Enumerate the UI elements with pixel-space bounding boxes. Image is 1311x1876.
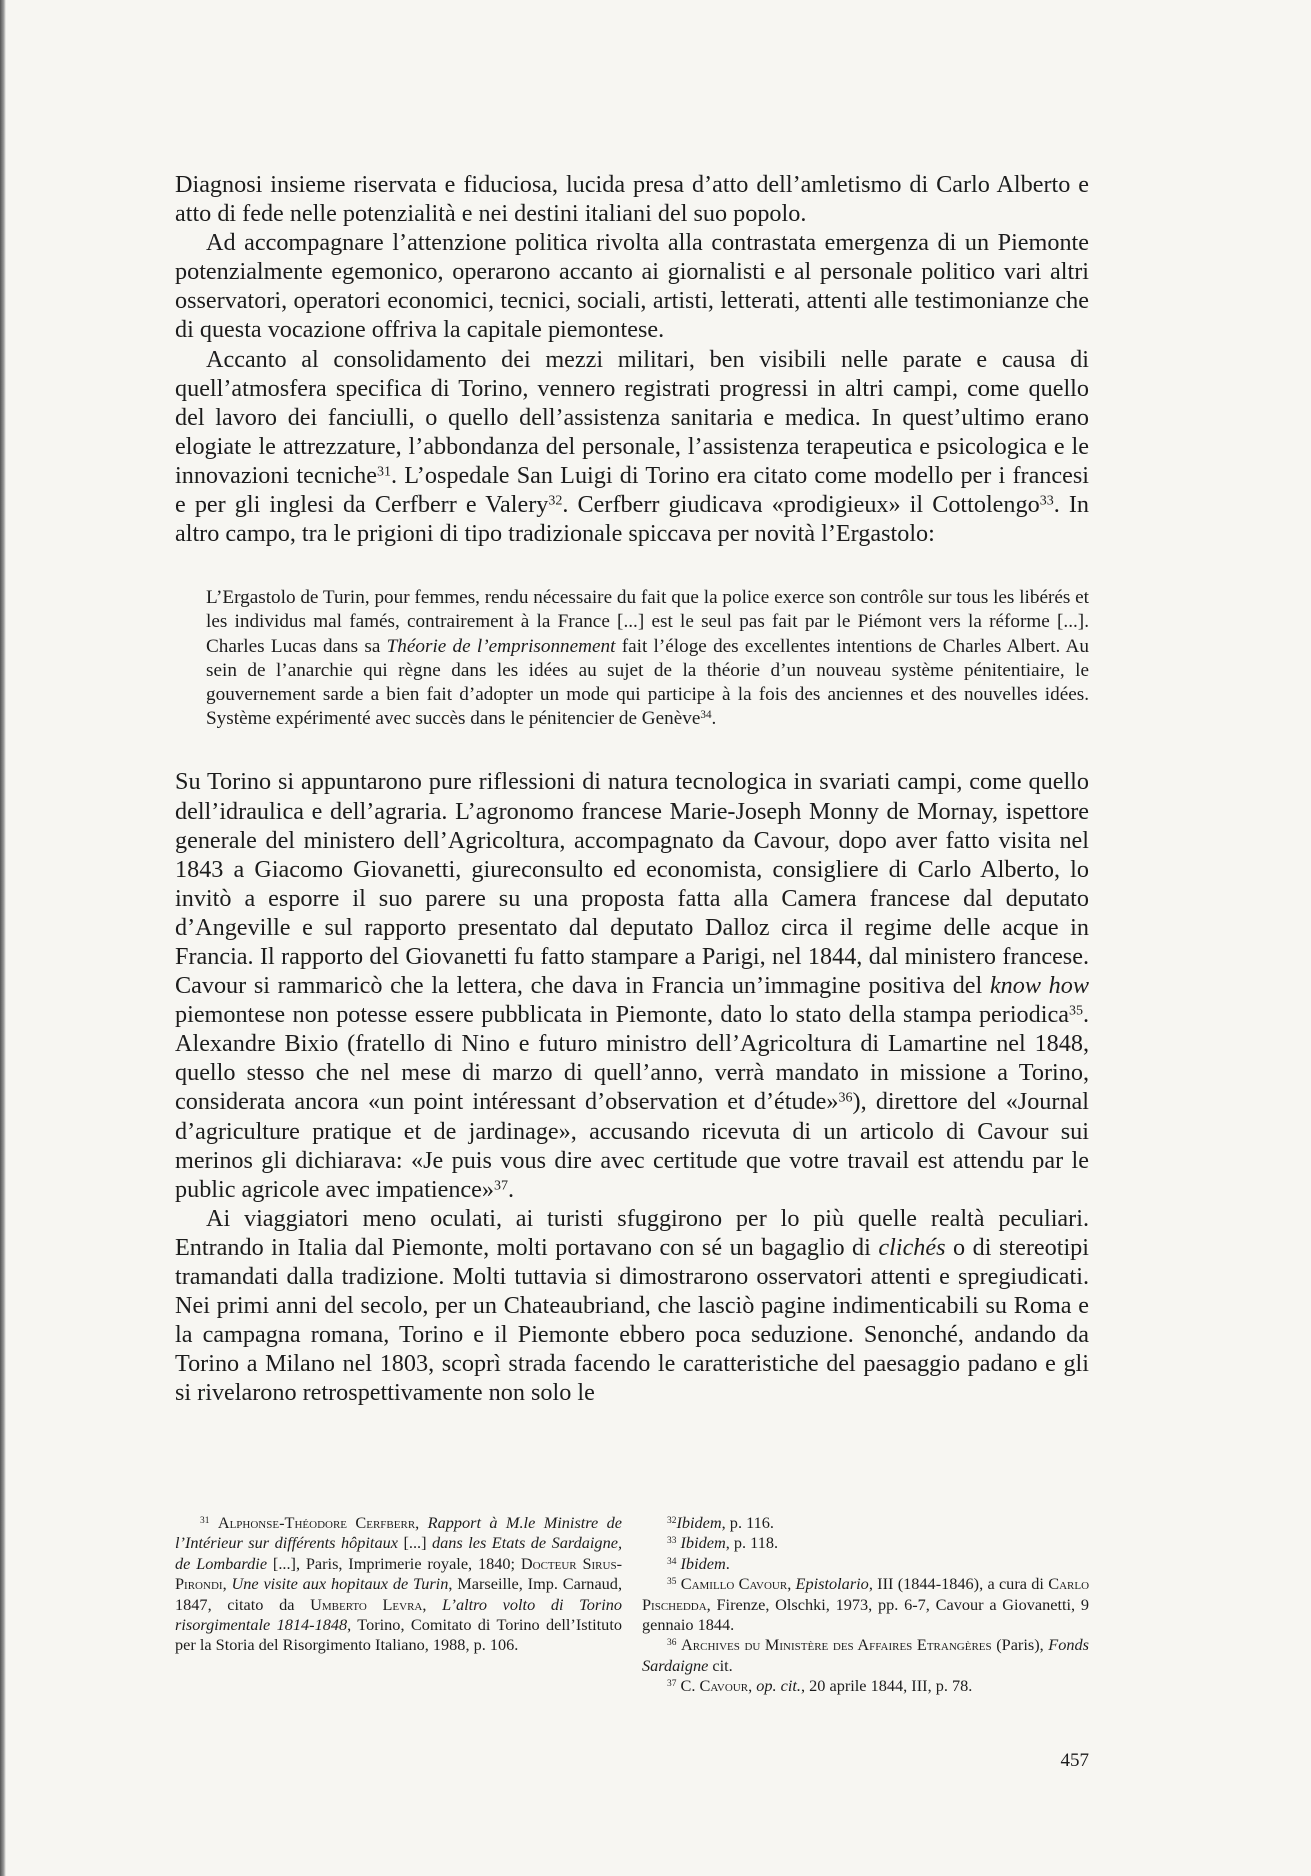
footnotes-right-column — [642, 1513, 1089, 1697]
footnote-33: $^{33}$ Ibidem, p. 118. — [667, 1533, 779, 1553]
block-quote: L’Ergastolo de Turin, pour femmes, rendu nécessaire du fait que la police exerce son contrôle sur tous les libérés et les individus mal famés, contrairement à la France [...] est le seul pas fait par le Piémont vers la réforme [...]. Charles Lucas dans sa Théorie de l’emprisonnement fait l’éloge des excellentes intentions de Charles Albert. Au sein de l’anarchie qui règne dans les idées au sujet de la théorie d’un nouveau système pénitentiaire, le gouvernement sarde a bien fait d’adopter un mode qui participe à la fois des anciennes et des nouvelles idées. Système expérimenté avec succès dans le pénitencier de Genève$^{34}$. — [206, 587, 1089, 730]
paragraph-2: Ad accompagnare l’attenzione politica rivolta alla contrastata emergenza di un Piemonte potenzialmente egemonico, operarono accanto ai giornalisti e al personale politico vari altri osservatori, operatori economici, tecnici, sociali, artisti, letterati, attenti alle testimonianze che di questa vocazione offriva la capitale piemontese. — [175, 229, 1089, 344]
footnote-34: $^{34}$ Ibidem. — [667, 1553, 730, 1573]
page-content — [175, 170, 1089, 1408]
footnote-36: $^{36}$ Archives du Ministère des Affaires Etrangères (Paris), Fonds Sardaigne cit. — [642, 1635, 1089, 1675]
footnote-ref-36: 36 — [838, 1089, 853, 1106]
page-number: 457 — [1060, 1750, 1089, 1771]
footnote-ref-33: 33 — [1039, 492, 1054, 509]
main-text — [175, 170, 1089, 548]
footnote-37: $^{37}$ C. Cavour, op. cit., 20 aprile 1844, III, p. 78. — [667, 1676, 973, 1696]
footnotes — [175, 1513, 1089, 1697]
footnote-ref-35: 35 — [1068, 1002, 1083, 1019]
footnote-31: $^{31}$ Alphonse-Théodore Cerfberr, Rapport à M.le Ministre de l’Intérieur sur différents hôpitaux [...] dans les Etats de Sardaigne, de Lombardie [...], Paris, Imprimerie royale, 1840; Docteur Sirus-Pirondi, Une visite aux hopitaux de Turin, Marseille, Imp. Carnaud, 1847, citato da Umberto Levra, L’altro volto di Torino risorgimentale 1814-1848, Torino, Comitato di Torino dell’Istituto per la Storia del Risorgimento Italiano, 1988, p. 106. — [175, 1513, 623, 1655]
footnotes-left-column — [175, 1513, 622, 1697]
paragraph-4: Su Torino si appuntarono pure riflessioni di natura tecnologica in svariati campi, come quello dell’idraulica e dell’agraria. L’agronomo francese Marie-Joseph Monny de Mornay, ispettore generale del ministero dell’Agricoltura, accompagnato da Cavour, dopo aver fatto visita nel 1843 a Giacomo Giovanetti, giureconsulto ed economista, consigliere di Carlo Alberto, lo invitò a esporre il suo parere su una proposta fatta alla Camera francese dal deputato d’Angeville e sul rapporto presentato dal deputato Dalloz circa il regime delle acque in Francia. Il rapporto del Giovanetti fu fatto stampare a Parigi, nel 1844, dal ministero francese. Cavour si rammaricò che la lettera, che dava in Francia un’immagine positiva del know how piemontese non potesse essere pubblicata in Piemonte, dato lo stato della stampa periodica$^{35}$. Alexandre Bixio (fratello di Nino e futuro ministro dell’Agricoltura di Lamartine nel 1848, quello stesso che nel mese di marzo di quell’anno, verrà mandato in missione a Torino, considerata ancora «un point intéressant d’observation et d’étude»$^{36}$), direttore del «Journal d’agriculture pratique et de jardinage», accusando ricevuta di un articolo di Cavour sui merinos gli dichiarava: «Je puis vous dire avec certitude que votre travail est attendu par le public agricole avec impatience»$^{37}$. — [175, 768, 1089, 1203]
paragraph-3: Accanto al consolidamento dei mezzi militari, ben visibili nelle parate e causa di quell’atmosfera specifica di Torino, vennero registrati progressi in altri campi, come quello del lavoro dei fanciulli, o quello dell’assistenza sanitaria e medica. In quest’ultimo erano elogiate le attrezzature, l’abbondanza del personale, l’assistenza terapeutica e psicologica e le innovazioni tecniche$^{31}$. L’ospedale San Luigi di Torino era citato come modello per i francesi e per gli inglesi da Cerfberr e Valery$^{32}$. Cerfberr giudicava «prodigieux» il Cottolengo$^{33}$. In altro campo, tra le prigioni di tipo tradizionale spiccava per novità l’Ergastolo: — [175, 345, 1090, 548]
footnote-32: $^{32}$Ibidem, p. 116. — [667, 1513, 774, 1532]
paragraph-5: Ai viaggiatori meno oculati, ai turisti sfuggirono per lo più quelle realtà peculiari. Entrando in Italia dal Piemonte, molti portavano con sé un bagaglio di clichés o di stereotipi tramandati dalla tradizione. Molti tuttavia si dimostrarono osservatori attenti e spregiudicati. Nei primi anni del secolo, per un Chateaubriand, che lasciò pagine indimenticabili su Roma e la campagna romana, Torino e il Piemonte ebbero poca seduzione. Senonché, andando da Torino a Milano nel 1803, scoprì strada facendo le caratteristiche del paesaggio padano e gli si rivelarono retrospettivamente non solo le — [175, 1204, 1089, 1407]
main-text-continued — [175, 767, 1089, 1407]
footnote-ref-31: 31 — [376, 463, 391, 480]
footnote-ref-37: 37 — [494, 1177, 509, 1194]
footnote-35: $^{35}$ Camillo Cavour, Epistolario, III (1844-1846), a cura di Carlo Pischedda, Firenze, Olschki, 1973, pp. 6-7, Cavour a Giovanetti, 9 gennaio 1844. — [642, 1574, 1090, 1635]
paragraph-1: Diagnosi insieme riservata e fiduciosa, lucida presa d’atto dell’amletismo di Carlo Alberto e atto di fede nelle potenzialità e nei destini italiani del suo popolo. — [175, 171, 1089, 228]
footnote-ref-34: 34 — [700, 709, 712, 722]
page-spine-shadow — [0, 0, 6, 1876]
footnote-ref-32: 32 — [548, 492, 563, 509]
